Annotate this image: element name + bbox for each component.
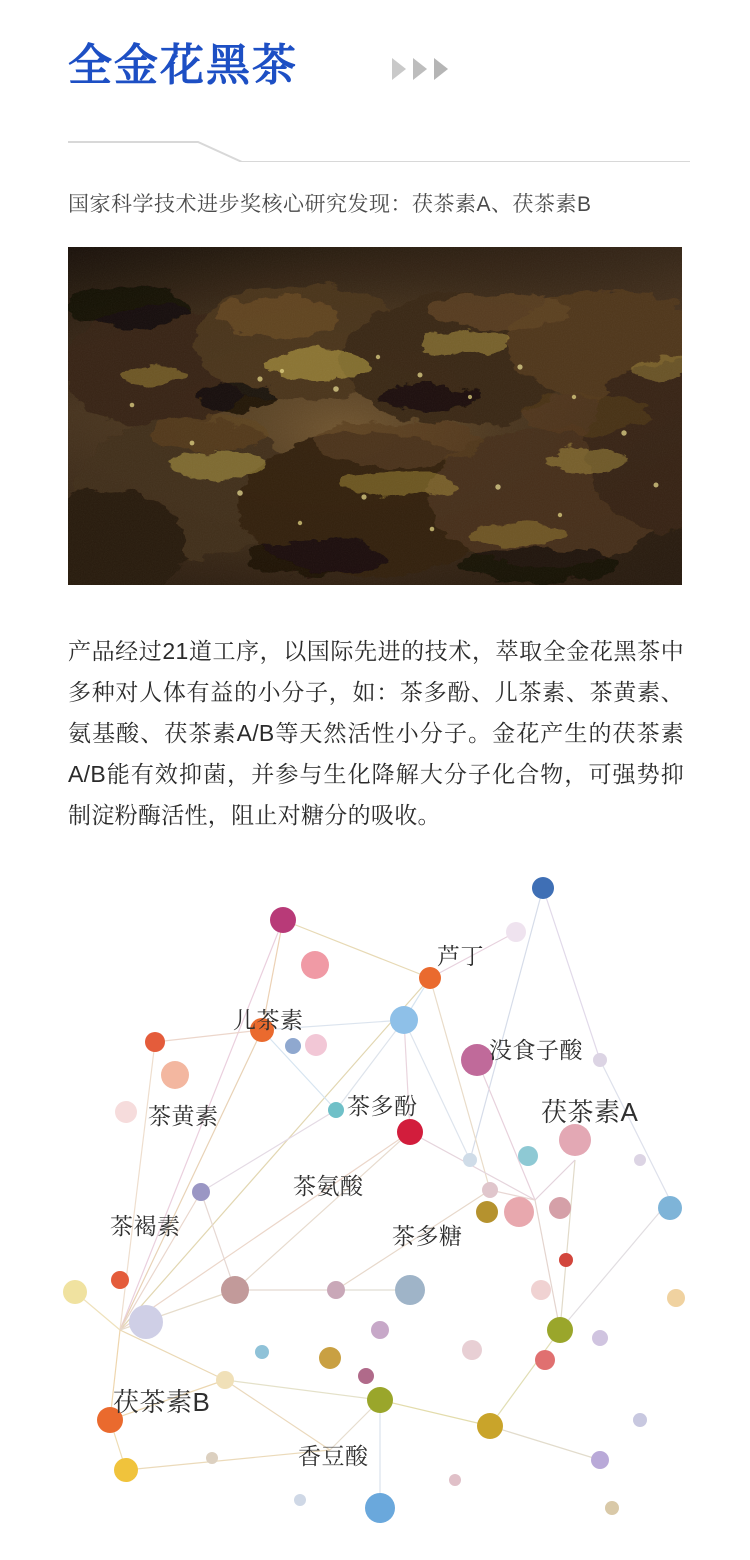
research-subtitle: 国家科学技术进步奖核心研究发现：茯茶素A、茯茶素B	[68, 193, 592, 216]
molecule-label-fuzhuanin-b: 茯茶素B	[113, 1387, 211, 1417]
product-description: 产品经过21道工序，以国际先进的技术，萃取全金花黑茶中多种对人体有益的小分子，如：茶多酚、儿茶素、茶黄素、氨基酸、茯茶素A/B等天然活性小分子。金花产生的茯茶素A/B能有效抑菌，并参与生化降解大分子化合物，可强势抑制淀粉酶活性，阻止对糖分的吸收。	[68, 638, 684, 828]
page-header	[0, 0, 750, 160]
header-divider	[0, 118, 750, 162]
molecule-label-coumaric-acid: 香豆酸	[298, 1443, 369, 1469]
molecule-label-tea-polyphenol: 茶多酚	[347, 1093, 418, 1119]
molecule-label-fuzhuanin-a: 茯茶素A	[541, 1097, 639, 1127]
molecule-label-rutin: 芦丁	[437, 943, 484, 969]
molecule-network-graphic	[0, 860, 750, 1560]
molecule-label-theanine: 茶氨酸	[293, 1173, 364, 1199]
molecule-label-theabrownin: 茶褐素	[110, 1213, 181, 1239]
page-title: 全金花黑茶	[68, 41, 298, 90]
golden-flower-dark-tea-photo	[68, 247, 682, 585]
molecule-label-theaflavin: 茶黄素	[148, 1103, 219, 1129]
molecule-label-gallic-acid: 没食子酸	[489, 1037, 583, 1063]
triple-right-arrow-icon	[392, 58, 448, 80]
molecule-label-catechin: 儿茶素	[233, 1007, 304, 1033]
molecule-label-tea-polysaccharide: 茶多糖	[392, 1223, 463, 1249]
